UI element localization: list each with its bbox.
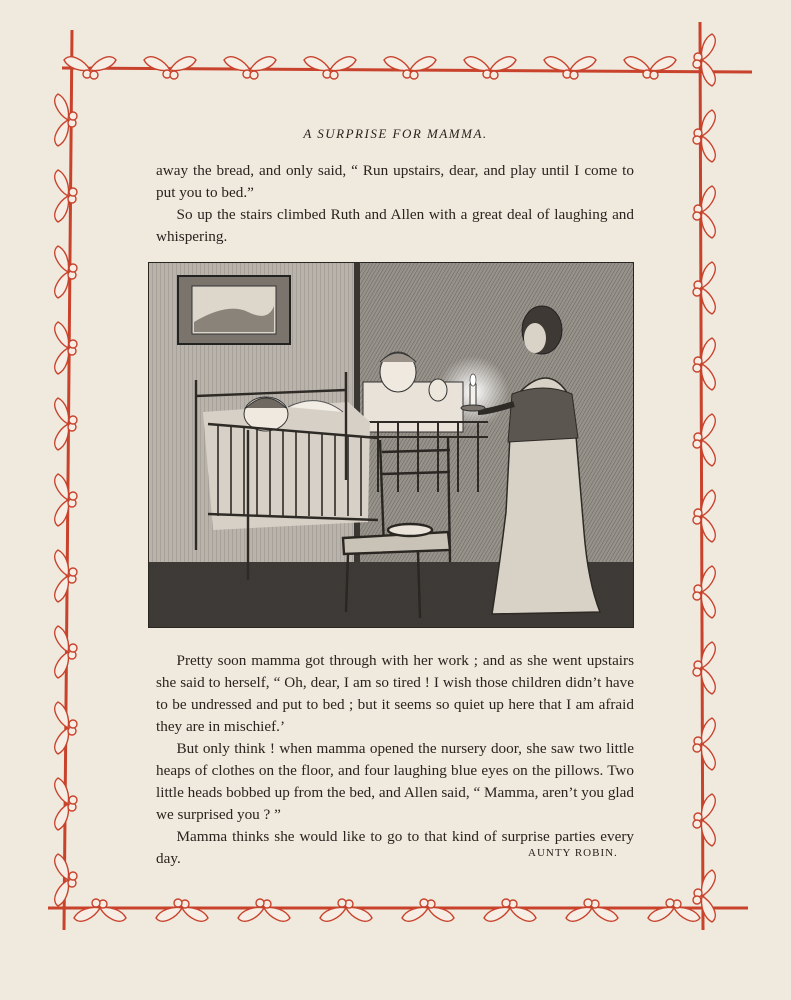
text-block-top [156, 160, 634, 248]
mistletoe-sprig-icon [156, 899, 208, 921]
mistletoe-sprig-icon [693, 490, 715, 542]
mistletoe-sprig-icon [55, 170, 77, 222]
mistletoe-sprig-icon [402, 899, 454, 921]
text-block-bottom [156, 650, 634, 870]
nursery-engraving-illustration [148, 262, 634, 628]
signature: AUNTY ROBIN. [528, 847, 618, 859]
mistletoe-sprig-icon [304, 57, 356, 79]
paragraph: Mamma thinks she would like to go to that kind of surprise parties every day. [156, 828, 634, 867]
mistletoe-sprig-icon [693, 186, 715, 238]
framed-picture [178, 276, 290, 344]
mistletoe-sprig-icon [693, 718, 715, 770]
paragraph: So up the stairs climbed Ruth and Allen with a great deal of laughing and whispering. [156, 206, 634, 245]
mistletoe-sprig-icon [693, 34, 715, 86]
page-title: A SURPRISE FOR MAMMA. [303, 126, 488, 141]
paragraph: away the bread, and only said, “ Run upstairs, dear, and play until I come to put you to bed.” [156, 162, 634, 201]
mistletoe-sprig-icon [464, 57, 516, 79]
mistletoe-sprig-icon [693, 642, 715, 694]
mistletoe-sprig-icon [544, 57, 596, 79]
mistletoe-sprig-icon [55, 398, 77, 450]
mistletoe-sprig-icon [55, 246, 77, 298]
mistletoe-sprig-icon [624, 57, 676, 79]
paragraph: But only think ! when mamma opened the nursery door, she saw two little heaps of clothes on the floor, and four laughing blue eyes on the pillows. Two little heads bobbed up from the bed, and Allen said, “ Mamma, aren’t you glad we surprised you ? ” [156, 740, 634, 823]
mistletoe-sprig-icon [693, 338, 715, 390]
mistletoe-sprig-icon [320, 899, 372, 921]
mistletoe-sprig-icon [566, 899, 618, 921]
mistletoe-sprig-icon [55, 322, 77, 374]
paragraph: Pretty soon mamma got through with her work ; and as she went upstairs she said to herself, “ Oh, dear, I am so tired ! I wish those children didn’t have to be undressed and put to bed ; but it seems so quiet up here that I am afraid they are in mischief.’ [156, 652, 634, 735]
mistletoe-sprig-icon [693, 414, 715, 466]
mistletoe-sprig-icon [693, 262, 715, 314]
mistletoe-sprig-icon [238, 899, 290, 921]
border-right-line [700, 22, 703, 930]
mistletoe-sprig-icon [484, 899, 536, 921]
mistletoe-sprig-icon [74, 899, 126, 921]
mistletoe-sprig-icon [648, 899, 700, 921]
mistletoe-sprig-icon [384, 57, 436, 79]
mistletoe-sprig-icon [693, 566, 715, 618]
mistletoe-sprig-icon [55, 474, 77, 526]
